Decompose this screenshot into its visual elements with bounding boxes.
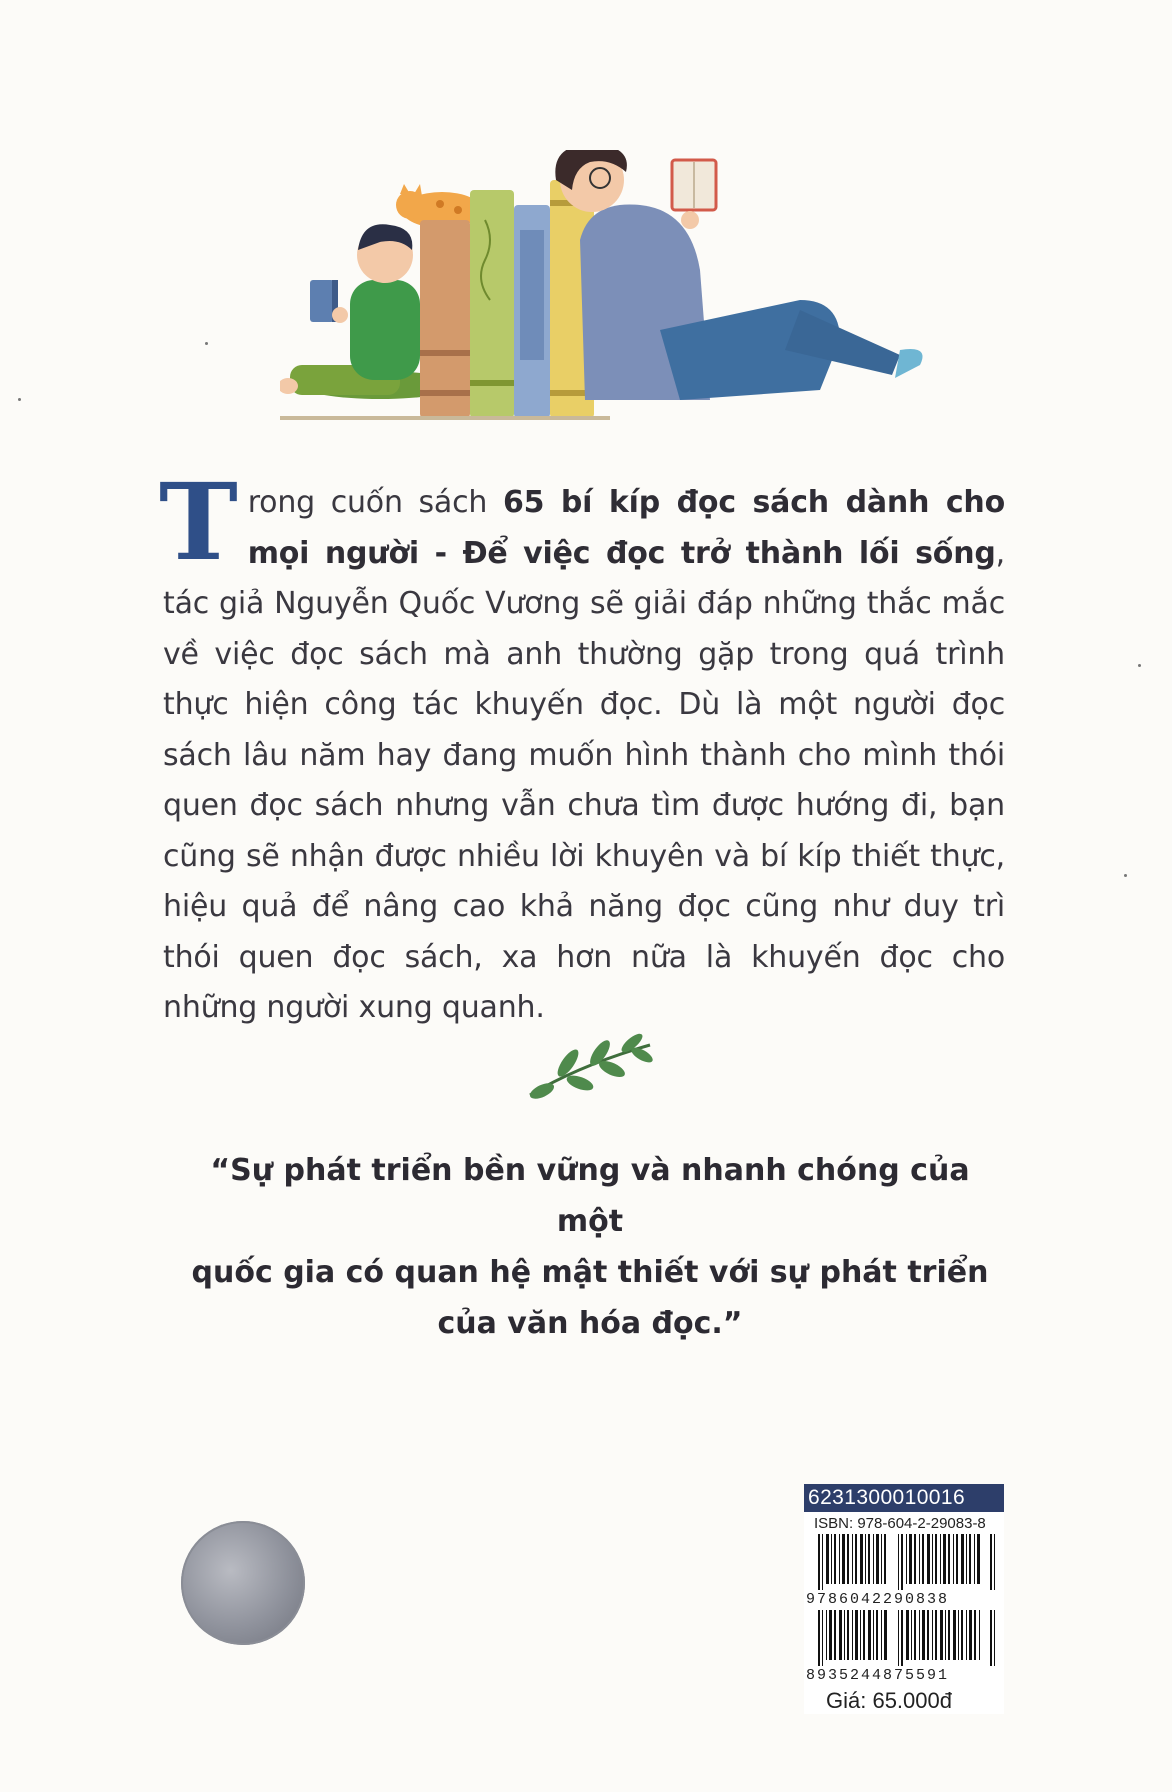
hologram-seal-icon — [181, 1521, 305, 1645]
product-barcode-icon — [804, 1610, 1004, 1666]
drop-cap-letter: T — [159, 459, 238, 584]
reading-illustration — [280, 150, 960, 430]
book-title-bold: 65 bí kíp đọc sách dành cho mọi người - Để việc đọc trở thành lối sống — [247, 485, 1006, 571]
sku-label: 6231300010016 — [804, 1484, 1004, 1512]
paper-speck — [1124, 874, 1127, 877]
description-intro: rong cuốn sách — [247, 485, 503, 520]
book-description — [159, 459, 1006, 1034]
barcode-panel — [804, 1484, 1004, 1714]
paper-speck — [18, 398, 21, 401]
isbn-barcode-number: 9786042290838 — [806, 1591, 950, 1608]
adult-figure — [555, 150, 922, 400]
isbn-barcode-icon — [804, 1534, 1004, 1590]
leaf-sprig-icon — [520, 1025, 660, 1105]
quote-block — [190, 1145, 990, 1349]
product-barcode-number: 8935244875591 — [806, 1667, 950, 1684]
price-label: Giá: 65.000đ — [826, 1688, 952, 1713]
isbn-label: ISBN: 978-604-2-29083-8 — [814, 1515, 986, 1532]
paper-speck — [1138, 664, 1141, 667]
quote-line: “Sự phát triển bền vững và nhanh chóng của một — [210, 1153, 970, 1239]
quote-line: của văn hóa đọc.” — [437, 1306, 743, 1341]
quote-line: quốc gia có quan hệ mật thiết với sự phát triển — [191, 1255, 989, 1290]
paper-speck — [205, 342, 208, 345]
description-body: , tác giả Nguyễn Quốc Vương sẽ giải đáp những thắc mắc về việc đọc sách mà anh thường gặp trong quá trình thực hiện công tác khuyến đọc. Dù là một người đọc sách lâu năm hay đang muốn hình thành cho mình thói quen đọc sách nhưng vẫn chưa tìm được hướng đi, bạn cũng sẽ nhận được nhiều lời khuyên và bí kíp thiết thực, hiệu quả để nâng cao khả năng đọc cũng như duy trì thói quen đọc sách, xa hơn nữa là khuyến đọc cho những người xung quanh. — [163, 535, 1005, 1025]
